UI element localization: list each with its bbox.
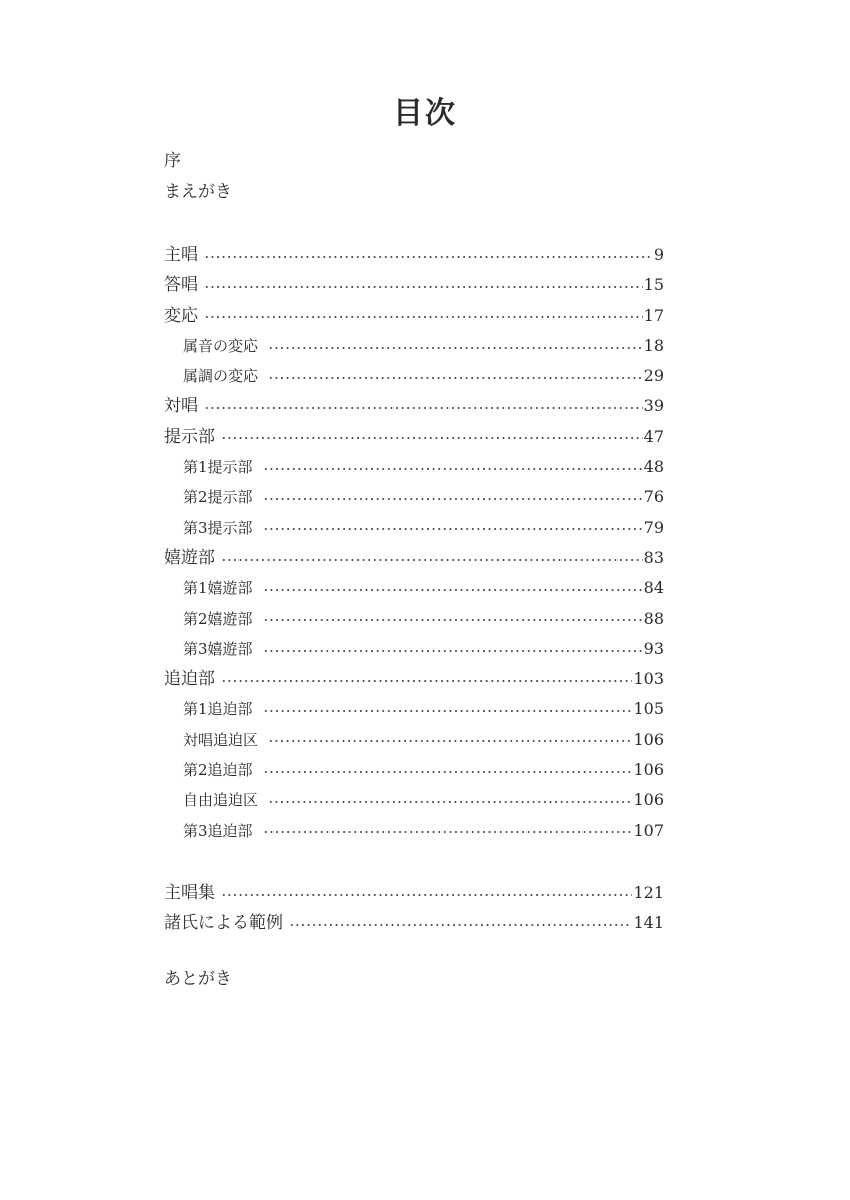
back-matter-afterword[interactable]: あとがき bbox=[164, 969, 232, 989]
toc-subentry[interactable] bbox=[164, 816, 664, 846]
toc-dot-leader bbox=[268, 347, 643, 349]
toc-entry[interactable] bbox=[164, 270, 664, 300]
toc-entry-title: 追迫部 bbox=[164, 669, 215, 690]
toc-entry[interactable] bbox=[164, 878, 664, 908]
toc-page-number: 106 bbox=[633, 729, 664, 749]
toc-entry-title: 自由追迫区 bbox=[183, 791, 259, 810]
toc-main-list bbox=[164, 240, 664, 846]
toc-page-number: 47 bbox=[643, 426, 664, 446]
toc-entry-title: 提示部 bbox=[164, 426, 215, 447]
toc-appendix-list bbox=[164, 878, 664, 939]
toc-page-number: 121 bbox=[633, 883, 664, 902]
toc-entry-title: 対唱追迫区 bbox=[183, 730, 259, 749]
toc-entry-title: 第2提示部 bbox=[183, 488, 253, 507]
toc-page-number: 83 bbox=[643, 547, 664, 567]
toc-dot-leader bbox=[268, 377, 643, 379]
toc-page-number: 18 bbox=[643, 335, 664, 355]
toc-dot-leader bbox=[221, 894, 632, 896]
toc-dot-leader bbox=[263, 498, 643, 500]
toc-entry-title: 第1提示部 bbox=[183, 458, 253, 477]
toc-subentry[interactable] bbox=[164, 725, 664, 755]
toc-entry[interactable] bbox=[164, 301, 664, 331]
toc-dot-leader bbox=[263, 528, 643, 530]
toc-dot-leader bbox=[289, 924, 632, 926]
toc-page-number: 76 bbox=[643, 487, 664, 507]
toc-dot-leader bbox=[263, 710, 633, 712]
toc-page-number: 48 bbox=[643, 457, 664, 477]
toc-entry-title: 諸氏による範例 bbox=[164, 913, 283, 934]
toc-dot-leader bbox=[268, 801, 632, 803]
toc-page-number: 141 bbox=[633, 913, 664, 933]
toc-page-number: 17 bbox=[643, 305, 664, 325]
toc-entry[interactable] bbox=[164, 240, 664, 270]
toc-page-number: 39 bbox=[643, 396, 664, 416]
toc-page-number: 84 bbox=[643, 578, 664, 598]
toc-subentry[interactable] bbox=[164, 604, 664, 634]
toc-page-number: 105 bbox=[633, 699, 664, 719]
toc-subentry[interactable] bbox=[164, 634, 664, 664]
toc-dot-leader bbox=[204, 316, 643, 318]
toc-subentry[interactable] bbox=[164, 755, 664, 785]
toc-entry-title: 主唱集 bbox=[164, 883, 215, 903]
front-matter-foreword[interactable]: まえがき bbox=[164, 182, 232, 202]
toc-entry-title: 第2追迫部 bbox=[183, 761, 253, 780]
toc-dot-leader bbox=[204, 407, 643, 409]
front-matter-preface[interactable]: 序 bbox=[164, 151, 181, 171]
toc-page-number: 103 bbox=[633, 669, 664, 689]
toc-subentry[interactable] bbox=[164, 573, 664, 603]
toc-entry-title: 第1嬉遊部 bbox=[183, 579, 253, 598]
toc-entry[interactable] bbox=[164, 422, 664, 452]
toc-entry-title: 嬉遊部 bbox=[164, 547, 215, 568]
toc-dot-leader bbox=[263, 650, 643, 652]
toc-entry-title: 属音の変応 bbox=[183, 336, 259, 355]
toc-page-number: 29 bbox=[643, 366, 664, 386]
toc-entry[interactable] bbox=[164, 664, 664, 694]
toc-page-number: 106 bbox=[633, 760, 664, 780]
toc-subentry[interactable] bbox=[164, 331, 664, 361]
toc-subentry[interactable] bbox=[164, 785, 664, 815]
toc-dot-leader bbox=[221, 437, 643, 439]
toc-dot-leader bbox=[204, 256, 653, 258]
toc-dot-leader bbox=[221, 559, 643, 561]
toc-page-number: 106 bbox=[633, 790, 664, 810]
toc-entry-title: 第2嬉遊部 bbox=[183, 609, 253, 628]
toc-dot-leader bbox=[263, 589, 643, 591]
toc-page-number: 15 bbox=[643, 275, 664, 295]
toc-dot-leader bbox=[268, 740, 632, 742]
toc-entry-title: 第3嬉遊部 bbox=[183, 639, 253, 658]
toc-page-number: 107 bbox=[633, 820, 664, 840]
toc-entry-title: 対唱 bbox=[164, 396, 198, 417]
toc-entry-title: 主唱 bbox=[164, 245, 198, 265]
toc-entry-title: 変応 bbox=[164, 305, 198, 326]
toc-subentry[interactable] bbox=[164, 361, 664, 391]
toc-entry-title: 第3追迫部 bbox=[183, 821, 253, 840]
toc-page-number: 93 bbox=[643, 638, 664, 658]
toc-entry[interactable] bbox=[164, 908, 664, 938]
toc-subentry[interactable] bbox=[164, 694, 664, 724]
toc-subentry[interactable] bbox=[164, 482, 664, 512]
toc-page-number: 88 bbox=[643, 608, 664, 628]
toc-subentry[interactable] bbox=[164, 452, 664, 482]
toc-page-number: 9 bbox=[653, 245, 664, 264]
toc-entry-title: 属調の変応 bbox=[183, 367, 259, 386]
toc-entry-title: 答唱 bbox=[164, 275, 198, 296]
toc-dot-leader bbox=[263, 468, 643, 470]
page-title: 目次 bbox=[393, 96, 457, 131]
toc-dot-leader bbox=[263, 619, 643, 621]
toc-subentry[interactable] bbox=[164, 513, 664, 543]
toc-dot-leader bbox=[263, 831, 633, 833]
toc-entry-title: 第1追迫部 bbox=[183, 700, 253, 719]
toc-entry[interactable] bbox=[164, 391, 664, 421]
toc-dot-leader bbox=[204, 286, 643, 288]
toc-entry-title: 第3提示部 bbox=[183, 518, 253, 537]
toc-page-number: 79 bbox=[643, 517, 664, 537]
toc-dot-leader bbox=[221, 680, 632, 682]
toc-dot-leader bbox=[263, 771, 633, 773]
toc-entry[interactable] bbox=[164, 543, 664, 573]
